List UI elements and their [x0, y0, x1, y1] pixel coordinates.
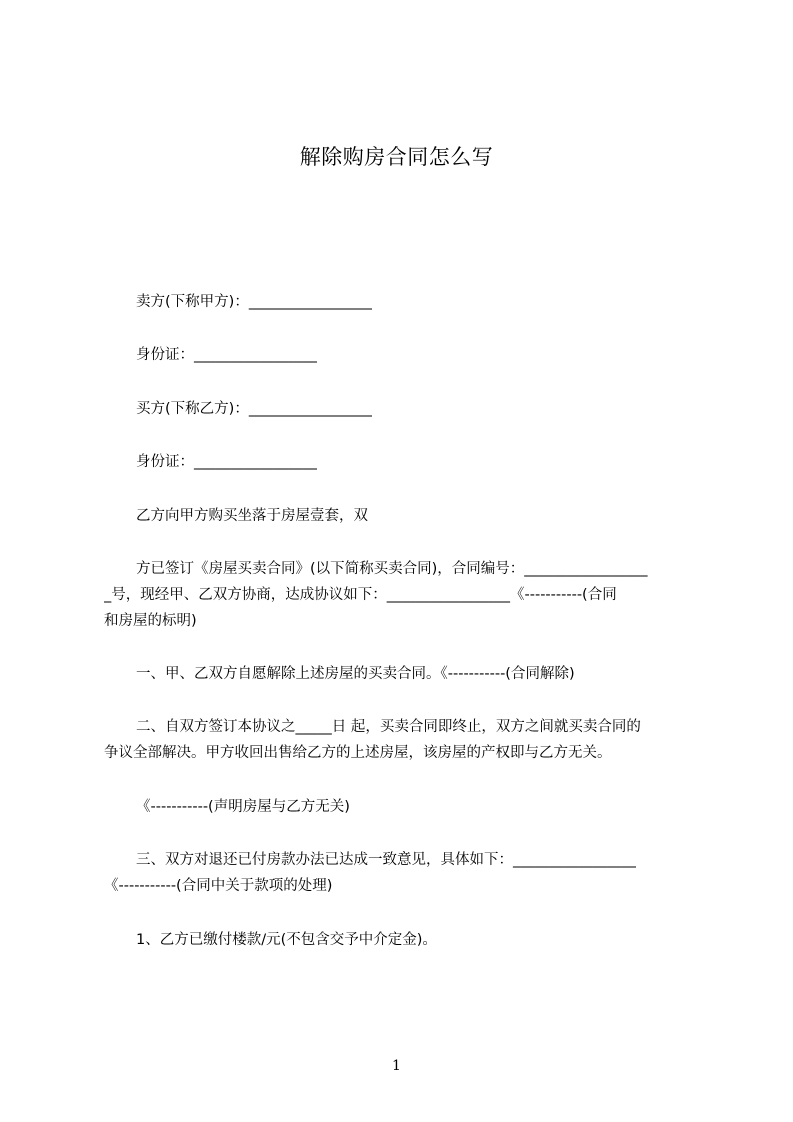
buyer-id-line: 身份证：_________________	[136, 454, 318, 470]
seller-id-line: 身份证：_________________	[136, 347, 318, 363]
purchase-intro-line: 乙方向甲方购买坐落于房屋壹套，双	[136, 508, 368, 524]
document-title: 解除购房合同怎么写	[299, 145, 494, 169]
seller-name-line: 卖方(下称甲方)：_________________	[136, 294, 373, 310]
clause-two-line-1: 二、自双方签订本协议之_____日 起，买卖合同即终止，双方之间就买卖合同的	[136, 719, 641, 735]
clause-one: 一、甲、乙双方自愿解除上述房屋的买卖合同。《-----------(合同解除)	[136, 666, 575, 682]
payment-item-1: 1、乙方已缴付楼款/元(不包含交予中介定金)。	[136, 932, 437, 948]
clause-three-note: 《-----------(合同中关于款项的处理)	[104, 878, 333, 894]
agreement-line: _号，现经甲、乙双方协商，达成协议如下：_________________《-----------(合同	[104, 587, 617, 603]
property-mark-line: 和房屋的标明)	[104, 613, 197, 629]
clause-three-line-1: 三、双方对退还已付房款办法已达成一致意见，具体如下：_________________	[136, 852, 637, 868]
clause-two-line-2: 争议全部解决。甲方收回出售给乙方的上述房屋，该房屋的产权即与乙方无关。	[104, 745, 612, 761]
contract-number-line: 方已签订《房屋买卖合同》(以下简称买卖合同)，合同编号：_________________	[136, 561, 648, 577]
buyer-name-line: 买方(下称乙方)：_________________	[136, 401, 373, 417]
clause-two-note: 《-----------(声明房屋与乙方无关)	[136, 799, 350, 815]
page-number: 1	[392, 1058, 401, 1074]
